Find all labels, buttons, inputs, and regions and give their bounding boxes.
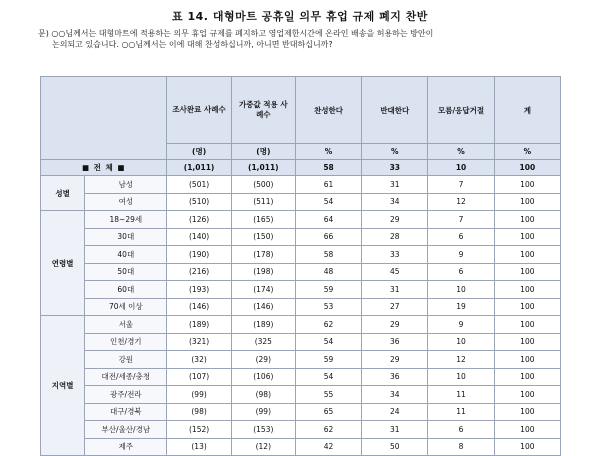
table-cell: (146) bbox=[231, 298, 295, 316]
table-cell: 53 bbox=[295, 298, 361, 316]
header-corner bbox=[41, 77, 167, 160]
total-row bbox=[41, 160, 561, 176]
table-cell: 27 bbox=[362, 298, 428, 316]
table-cell: 12 bbox=[428, 351, 494, 369]
table-cell: (126) bbox=[167, 211, 231, 229]
table-cell: 48 bbox=[295, 263, 361, 281]
row-label: 대전/세종/충청 bbox=[85, 368, 167, 386]
table-cell: 8 bbox=[428, 438, 494, 456]
table-row bbox=[41, 211, 561, 229]
unit-cell: % bbox=[362, 144, 428, 160]
row-label: 18~29세 bbox=[85, 211, 167, 229]
table-cell: 11 bbox=[428, 403, 494, 421]
table-cell: (174) bbox=[231, 281, 295, 299]
table-cell: 66 bbox=[295, 228, 361, 246]
table-cell: 100 bbox=[494, 438, 560, 456]
table-cell: 100 bbox=[494, 421, 560, 439]
group-label-gender: 성별 bbox=[41, 176, 85, 211]
table-cell: (98) bbox=[231, 386, 295, 404]
table-row bbox=[41, 351, 561, 369]
table-cell: 7 bbox=[428, 211, 494, 229]
table-cell: 9 bbox=[428, 316, 494, 334]
question-line-2: 논의되고 있습니다. ○○님께서는 이에 대해 찬성하십니까, 아니면 반대하십니까? bbox=[52, 40, 333, 49]
table-cell: 36 bbox=[362, 333, 428, 351]
header-row bbox=[41, 77, 561, 144]
total-label: ■ 전 체 ■ bbox=[41, 160, 167, 176]
table-cell: 31 bbox=[362, 421, 428, 439]
table-cell: 100 bbox=[494, 246, 560, 264]
table-row bbox=[41, 246, 561, 264]
table-cell: 100 bbox=[494, 193, 560, 211]
table-cell: 31 bbox=[362, 176, 428, 194]
header-weighted-cases: 가중값 적용 사례수 bbox=[231, 77, 295, 144]
table-row bbox=[41, 316, 561, 334]
table-cell: 54 bbox=[295, 368, 361, 386]
table-cell: 100 bbox=[494, 281, 560, 299]
table-row bbox=[41, 438, 561, 456]
header-completed-cases: 조사완료 사례수 bbox=[167, 77, 231, 144]
table-cell: (165) bbox=[231, 211, 295, 229]
unit-cell: (명) bbox=[167, 144, 231, 160]
row-label: 60대 bbox=[85, 281, 167, 299]
table-cell: (178) bbox=[231, 246, 295, 264]
table-cell: 10 bbox=[428, 281, 494, 299]
table-cell: 9 bbox=[428, 246, 494, 264]
table-cell: (140) bbox=[167, 228, 231, 246]
table-cell: 58 bbox=[295, 246, 361, 264]
table-cell: 100 bbox=[494, 160, 560, 176]
table-cell: (198) bbox=[231, 263, 295, 281]
header-agree: 찬성한다 bbox=[295, 77, 361, 144]
table-cell: 45 bbox=[362, 263, 428, 281]
table-cell: 100 bbox=[494, 351, 560, 369]
row-label: 남성 bbox=[85, 176, 167, 194]
table-cell: (190) bbox=[167, 246, 231, 264]
table-cell: (98) bbox=[167, 403, 231, 421]
table-cell: 6 bbox=[428, 263, 494, 281]
row-label: 50대 bbox=[85, 263, 167, 281]
table-cell: (325 bbox=[231, 333, 295, 351]
table-cell: 59 bbox=[295, 281, 361, 299]
table-cell: (500) bbox=[231, 176, 295, 194]
table-cell: (32) bbox=[167, 351, 231, 369]
table-cell: 19 bbox=[428, 298, 494, 316]
table-cell: (510) bbox=[167, 193, 231, 211]
unit-cell: % bbox=[428, 144, 494, 160]
table-cell: (216) bbox=[167, 263, 231, 281]
table-cell: 100 bbox=[494, 263, 560, 281]
group-label-region: 지역별 bbox=[41, 316, 85, 456]
table-row bbox=[41, 403, 561, 421]
table-cell: 10 bbox=[428, 160, 494, 176]
table-row bbox=[41, 368, 561, 386]
row-label: 광주/전라 bbox=[85, 386, 167, 404]
table-cell: 10 bbox=[428, 333, 494, 351]
table-cell: 64 bbox=[295, 211, 361, 229]
row-label: 대구/경북 bbox=[85, 403, 167, 421]
row-label: 서울 bbox=[85, 316, 167, 334]
table-cell: (1,011) bbox=[231, 160, 295, 176]
table-cell: 29 bbox=[362, 211, 428, 229]
table-cell: 34 bbox=[362, 193, 428, 211]
table-cell: (146) bbox=[167, 298, 231, 316]
table-cell: 100 bbox=[494, 298, 560, 316]
table-cell: 59 bbox=[295, 351, 361, 369]
table-row bbox=[41, 176, 561, 194]
table-row bbox=[41, 263, 561, 281]
table-cell: (501) bbox=[167, 176, 231, 194]
table-cell: 55 bbox=[295, 386, 361, 404]
table-row bbox=[41, 386, 561, 404]
table-cell: (150) bbox=[231, 228, 295, 246]
table-cell: (13) bbox=[167, 438, 231, 456]
table-cell: 62 bbox=[295, 316, 361, 334]
table-cell: 12 bbox=[428, 193, 494, 211]
header-disagree: 반대한다 bbox=[362, 77, 428, 144]
table-cell: 61 bbox=[295, 176, 361, 194]
question-line-1: 문) ○○님께서는 대형마트에 적용하는 의무 휴업 규제를 폐지하고 영업제한시간에 온라인 배송을 허용하는 방안이 bbox=[38, 29, 434, 38]
table-cell: (511) bbox=[231, 193, 295, 211]
row-label: 제주 bbox=[85, 438, 167, 456]
table-cell: (29) bbox=[231, 351, 295, 369]
unit-cell: % bbox=[295, 144, 361, 160]
table-cell: 54 bbox=[295, 193, 361, 211]
header-total: 계 bbox=[494, 77, 560, 144]
table-cell: (106) bbox=[231, 368, 295, 386]
table-row bbox=[41, 193, 561, 211]
row-label: 30대 bbox=[85, 228, 167, 246]
table-cell: 100 bbox=[494, 176, 560, 194]
row-label: 70세 이상 bbox=[85, 298, 167, 316]
table-row bbox=[41, 228, 561, 246]
table-title: 표 14. 대형마트 공휴일 의무 휴업 규제 폐지 찬반 bbox=[172, 10, 428, 23]
table-cell: 10 bbox=[428, 368, 494, 386]
table-cell: 100 bbox=[494, 386, 560, 404]
table-cell: (12) bbox=[231, 438, 295, 456]
table-cell: (189) bbox=[167, 316, 231, 334]
table-cell: 11 bbox=[428, 386, 494, 404]
unit-cell: % bbox=[494, 144, 560, 160]
table-cell: (152) bbox=[167, 421, 231, 439]
table-cell: 33 bbox=[362, 160, 428, 176]
table-cell: (193) bbox=[167, 281, 231, 299]
table-cell: 29 bbox=[362, 316, 428, 334]
table-cell: (153) bbox=[231, 421, 295, 439]
table-cell: 31 bbox=[362, 281, 428, 299]
row-label: 인천/경기 bbox=[85, 333, 167, 351]
table-cell: 54 bbox=[295, 333, 361, 351]
row-label: 부산/울산/경남 bbox=[85, 421, 167, 439]
table-row bbox=[41, 333, 561, 351]
table-cell: (99) bbox=[167, 386, 231, 404]
table-cell: (99) bbox=[231, 403, 295, 421]
table-cell: 6 bbox=[428, 228, 494, 246]
table-cell: 29 bbox=[362, 351, 428, 369]
table-row bbox=[41, 281, 561, 299]
table-cell: 62 bbox=[295, 421, 361, 439]
table-row bbox=[41, 421, 561, 439]
table-cell: 100 bbox=[494, 316, 560, 334]
table-cell: 36 bbox=[362, 368, 428, 386]
table-cell: 24 bbox=[362, 403, 428, 421]
table-cell: 6 bbox=[428, 421, 494, 439]
row-label: 강원 bbox=[85, 351, 167, 369]
row-label: 40대 bbox=[85, 246, 167, 264]
group-label-age: 연령별 bbox=[41, 211, 85, 316]
table-cell: (189) bbox=[231, 316, 295, 334]
table-cell: 50 bbox=[362, 438, 428, 456]
row-label: 여성 bbox=[85, 193, 167, 211]
table-cell: 33 bbox=[362, 246, 428, 264]
table-cell: 42 bbox=[295, 438, 361, 456]
table-cell: 100 bbox=[494, 333, 560, 351]
table-cell: 100 bbox=[494, 403, 560, 421]
table-cell: (107) bbox=[167, 368, 231, 386]
results-table bbox=[40, 76, 561, 456]
table-cell: 28 bbox=[362, 228, 428, 246]
table-row bbox=[41, 298, 561, 316]
unit-cell: (명) bbox=[231, 144, 295, 160]
table-cell: 34 bbox=[362, 386, 428, 404]
header-unknown: 모름/응답거절 bbox=[428, 77, 494, 144]
table-cell: 100 bbox=[494, 228, 560, 246]
table-cell: 100 bbox=[494, 368, 560, 386]
table-cell: 100 bbox=[494, 211, 560, 229]
table-cell: 65 bbox=[295, 403, 361, 421]
table-cell: 58 bbox=[295, 160, 361, 176]
table-cell: 7 bbox=[428, 176, 494, 194]
survey-question bbox=[38, 28, 578, 50]
table-cell: (321) bbox=[167, 333, 231, 351]
table-cell: (1,011) bbox=[167, 160, 231, 176]
